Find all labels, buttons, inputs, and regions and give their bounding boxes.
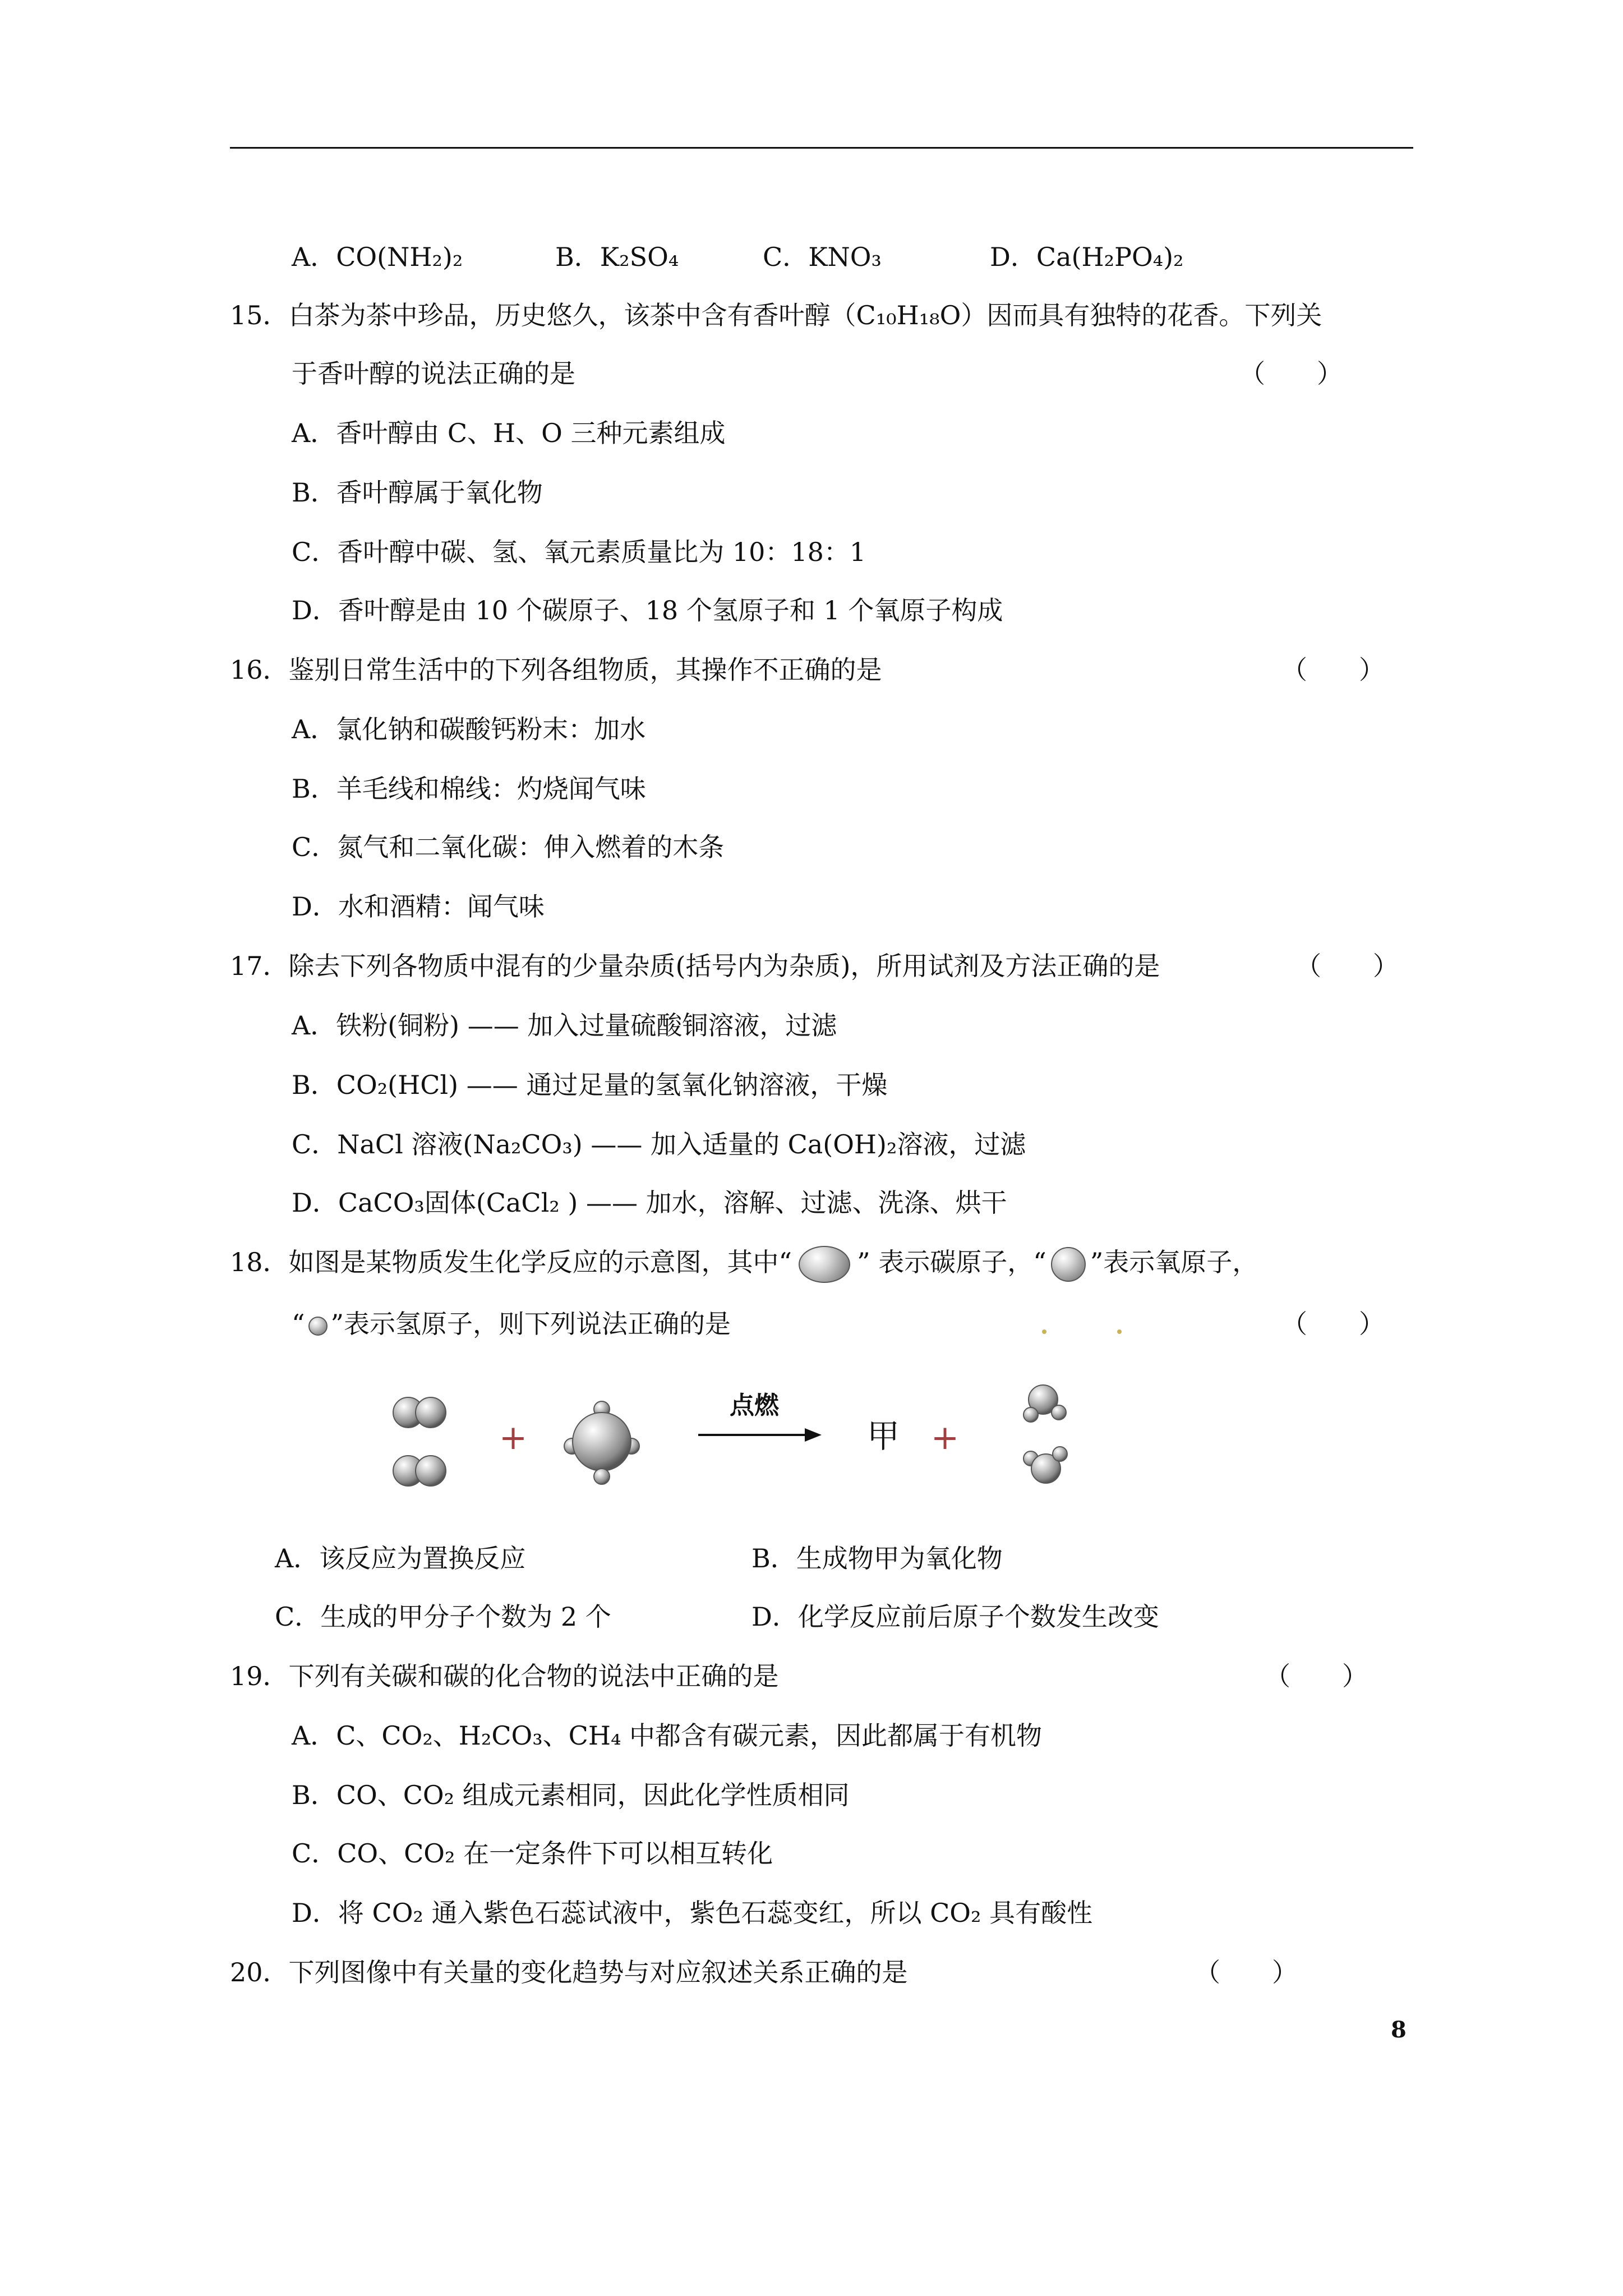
- q15-stem-line1: 15．白茶为茶中珍品，历史悠久，该茶中含有香叶醇（C₁₀H₁₈O）因而具有独特的花香。下列关: [230, 300, 1322, 330]
- q17-option-b: B．CO₂(HCl) —— 通过足量的氢氧化钠溶液，干燥: [292, 1070, 888, 1100]
- header-rule: [230, 147, 1413, 149]
- q17-answer-paren: （ ）: [1295, 951, 1399, 981]
- q18-stem-text-e: ”表示氢原子，则下列说法正确的是: [330, 1309, 731, 1339]
- q16-option-a: A．氯化钠和碳酸钙粉末：加水: [292, 714, 646, 744]
- q15-option-a: A．香叶醇由 C、H、O 三种元素组成: [292, 418, 726, 448]
- q17-stem: 17．除去下列各物质中混有的少量杂质(括号内为杂质)，所用试剂及方法正确的是: [230, 951, 1160, 981]
- q19-option-c: C．CO、CO₂ 在一定条件下可以相互转化: [292, 1838, 773, 1869]
- q14-option-b: B．K₂SO₄: [555, 242, 679, 272]
- q16-option-c: C．氮气和二氧化碳：伸入燃着的木条: [292, 832, 725, 862]
- water-molecule-icon: [1023, 1447, 1067, 1483]
- q18-option-b: B．生成物甲为氧化物: [751, 1543, 1003, 1573]
- q17-option-a: A．铁粉(铜粉) —— 加入过量硫酸铜溶液，过滤: [292, 1010, 837, 1041]
- q15-stem-line2: 于香叶醇的说法正确的是: [292, 358, 575, 389]
- q18-option-c: C．生成的甲分子个数为 2 个: [275, 1602, 611, 1632]
- q18-stem-text-d: “: [292, 1309, 305, 1339]
- q20-stem: 20．下列图像中有关量的变化趋势与对应叙述关系正确的是: [230, 1957, 908, 1987]
- methane-molecule-icon: [564, 1401, 639, 1484]
- oxygen-atom-icon: [1051, 1247, 1086, 1282]
- q15-option-b: B．香叶醇属于氧化物: [292, 477, 543, 508]
- plus-sign: +: [499, 1418, 528, 1457]
- carbon-atom-icon: [799, 1246, 850, 1283]
- arrow-label: 点燃: [730, 1391, 779, 1420]
- q18-stem-line1: [230, 1245, 1258, 1283]
- product-jia: 甲: [866, 1417, 900, 1455]
- q19-stem: 19．下列有关碳和碳的化合物的说法中正确的是: [230, 1661, 779, 1691]
- q16-answer-paren: （ ）: [1281, 655, 1385, 685]
- q14-option-d: D．Ca(H₂PO₄)₂: [990, 242, 1184, 272]
- decorative-dot: [1042, 1329, 1046, 1334]
- q16-option-d: D．水和酒精：闻气味: [292, 891, 545, 922]
- q19-answer-paren: （ ）: [1265, 1661, 1368, 1691]
- oxygen-molecule-icon: [393, 1456, 446, 1486]
- q18-option-d: D．化学反应前后原子个数发生改变: [751, 1602, 1159, 1632]
- q18-answer-paren: （ ）: [1281, 1309, 1385, 1339]
- q14-option-c: C．KNO₃: [763, 242, 882, 272]
- q17-option-c: C．NaCl 溶液(Na₂CO₃) —— 加入适量的 Ca(OH)₂溶液，过滤: [292, 1129, 1026, 1159]
- q18-stem-line2: [292, 1307, 731, 1341]
- decorative-dot: [1117, 1329, 1122, 1334]
- q19-option-b: B．CO、CO₂ 组成元素相同，因此化学性质相同: [292, 1780, 850, 1810]
- q15-option-c: C．香叶醇中碳、氢、氧元素质量比为 10：18：1: [292, 537, 866, 567]
- q18-stem-text-b: ” 表示碳原子，“: [857, 1247, 1046, 1277]
- q19-option-d: D．将 CO₂ 通入紫色石蕊试液中，紫色石蕊变红，所以 CO₂ 具有酸性: [292, 1898, 1093, 1928]
- q20-answer-paren: （ ）: [1195, 1957, 1298, 1987]
- q18-stem-text-a: 18．如图是某物质发生化学反应的示意图，其中“: [230, 1247, 792, 1277]
- hydrogen-atom-icon: [308, 1317, 328, 1336]
- q16-option-b: B．羊毛线和棉线：灼烧闻气味: [292, 774, 646, 804]
- oxygen-molecule-icon: [393, 1397, 446, 1428]
- q18-stem-text-c: ”表示氧原子，: [1090, 1247, 1258, 1277]
- reaction-diagram: [387, 1369, 1094, 1503]
- q15-answer-paren: （ ）: [1239, 358, 1343, 389]
- q17-option-d: D．CaCO₃固体(CaCl₂ ) —— 加水，溶解、过滤、洗涤、烘干: [292, 1188, 1007, 1218]
- q18-option-a: A．该反应为置换反应: [275, 1543, 526, 1573]
- q19-option-a: A．C、CO₂、H₂CO₃、CH₄ 中都含有碳元素，因此都属于有机物: [292, 1720, 1043, 1751]
- water-molecule-icon: [1023, 1385, 1066, 1422]
- q15-option-d: D．香叶醇是由 10 个碳原子、18 个氢原子和 1 个氧原子构成: [292, 595, 1003, 625]
- page-number: 8: [1391, 2017, 1407, 2043]
- plus-sign: +: [930, 1418, 960, 1457]
- q14-option-a: A．CO(NH₂)₂: [292, 242, 463, 272]
- arrow-head-icon: [805, 1428, 822, 1442]
- q16-stem: 16．鉴别日常生活中的下列各组物质，其操作不正确的是: [230, 655, 882, 685]
